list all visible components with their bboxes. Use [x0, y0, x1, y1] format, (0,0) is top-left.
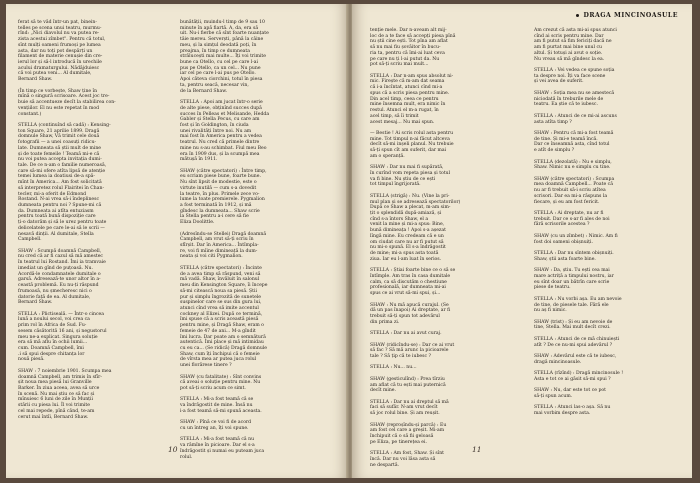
right-page-column-1: tenție mele. Dar n-aveam alt mij- loc de a te face să accepți piesa pînă nu știi cine ești. Tot pîna am aflat să nu mai fiu șovăitor în bucu- ria ta, pentru că îmi-ai luat ceva pe care nu ți l-ai putut da. Nu pot să-ți scriu mai mult... STELLA : Dar n-am spus absolut ni- mic. Firește că m-am dat seama că i-a încîntat, atunci cînd mi-a spus că a scris piesa pentru mine. Din acel timp, ceea ce pentru mine însemna mult, era nimic în restul. Atunci el m-a rugat, în acel timp, să îi trimit acest mesaj... Nu mai spun. — Bestie ! Ai scris rolul asta pentru mine. Tot timpul n-ai făcut altceva decît să-mi inșeli planul. Nu trebuie să-ți spun cît am suferit, dar mai am o speranță. SHAW : Dar nu mai fi supărată, în curînd vom repeta piesa și totul va fi bine. Nu știu de ce ești tot timpul îngrijorată. STELLA (strigă) : Nu. (Vine la pri- mul plan și se adresează spectatorilor) După ce Shaw a plecat, m-am sim- țit o splendidă după-amiază, și cînd s-a întors Shaw, el a venit la mine și mi-a spus: Bine, bună dimineața ! Apoi s-a așezat lîngă mine. Eu credeam că e un om ciudat care nu ar fi putut să nu mi-o spună. El s-a îndrăgostit de mine; mi-a spus asta toată ziua. Iar eu l-am luat în serios. STELLA : Știai foarte bine ce o să se întîmple. Am tras în casa dumitale calm, ca să discutăm o chestiune profesională, iar dumneata mi-ai spus ce ai vrut să-mi spui, și... SHAW : Nu mă apucă curajul. (Se dă un pas înapoi) Ai dreptate, ar fi trebuit să-ți spun tot adevărul din prima zi. STELLA : Dar nu ai avut curaj. SHAW (ridicîndu-se) : Dar ce ai vrut să fac ? Să mă arunc la picioarele tale ? Să țip că te iubesc ? STELLA : Nu... nu... SHAW (gesticulînd) : Prea tîrziu am aflat că tu ești mai puternică decît mine. STELLA : Dar nu ai dreptul să mă faci să sufăr. N-am vrut decît să joc rolul bine. Și am reușit. SHAW (reproșîndu-și parcă) : Eu am fost cel care a greșit. Mi-am închipuit că o să fii geloasă pe Eliza, pe tinerețea ei. STELLA : Am fost, Shaw. Și sînt încă. Dar nu voi lăsa asta să ne despartă.	[370, 28, 461, 468]
bullet-icon	[576, 14, 579, 17]
right-page-column-2: Am crezut că asta mi-ai spus atunci cînd ai scris pentru mine. Dar am fi putut să fim fericiți dacă ne am fi purtat mai bine unul cu altul. Și totuși ai avut o soție. Nu vreau să mă gîndesc la ea. STELLA : Vei vedea ce spune soția ta despre noi. Îți va face scene și vei avea de suferit. SHAW : Soția mea nu se amestecă niciodată în treburile mele de teatru. Ea știe că te iubesc. STELLA : Atunci de ce mi-ai ascuns asta atîta timp ? SHAW : Pentru că mi-a fost teamă de tine. Și mi-e teamă încă. Dar ce înseamnă asta, cînd totul e atît de simplu ? STELLA (dezolată) : Nu e simplu, Shaw. Nimic nu e simplu cu tine. SHAW (către spectatori) : Scumpa mea doamnă Campbell... Poate că nu ar fi trebuit să-i scriu atîtea scrisori. Dar ea mi-a răspuns la fiecare, și eu am fost fericit. STELLA : Ai dreptate, nu ar fi trebuit. Dar ce s-ar fi ales de noi fără scrisorile acestea ? SHAW (cu un zîmbet) : Nimic. Am fi fost doi oameni obișnuiți. STELLA : Dar nu sîntem obișnuiți. Shaw, știi asta foarte bine. SHAW : Da, știu. Tu ești cea mai mare actriță a timpului nostru, iar eu sînt doar un bătrîn care scrie piese de teatru. STELLA : Nu vorbi așa. Eu am nevoie de tine, de piesele tale. Fără ele nu aș fi nimic. SHAW (trist) : Și eu am nevoie de tine, Stella. Mai mult decît crezi. STELLA : Atunci de ce mă chinuiești atît ? De ce nu-mi spui adevărul ? SHAW : Adevărul este că te iubesc, dragă mincinoasule. STELLA (rîzînd) : Dragă mincinosule ! Asta e tot ce ai găsit să-mi spui ? SHAW : Nu, dar este tot ce pot să-ți spun acum. STELLA : Atunci las-o așa. Să nu mai vorbim despre asta.	[534, 28, 624, 417]
right-page	[352, 4, 692, 478]
left-page	[6, 4, 348, 478]
left-page-column-2: bunătății, muindu-l timp de 9 sau 10 minute în apă fiartă. A, da, era să uit. Nu-i fierbe că sînt foarte nuanțate tăie mereu. Serverști, până la câine meu, și la simțul deodată poți, în preajma, în timp ce dumneata strălucești mai multe... Îți voi trimite bune ca Otello, cu cel pe care l-ai pus pe Otello, ca un cel... Nu pune iar cel pe care l-ai pus pe Otello. Apoi câteva ciorchini, totul în piesa ta, pentru seacă, necesar vin, de la Bernard Shaw. STELLA : Apoi am jucat într-o serie de alte piese, obținînd succes după succes în Pelleas et Melisande, Hedda Gabler și Stella Pecus, cu care am fost și în Goldington, în ciuda unei rivalități între noi. Nu am mai fost în America pentru a vedea teatrul. Nu cred că primele dintre mine nu s-au schimbat. Fiul meu Beo era în 1909 dus, și la scumpă mea mătușă în 1911. SHAW (către spectatori) : Între timp, eu scriam piese bune, foarte bune. Nu sînt lipsit de modestie, este o virtute inutilă — cum s-a dovedit la teatre, în plus. Primele zece vo- lume la toate premierele. Pygmalion a fost terminată în 1912, și mă gîndesc la dumneata... Shaw scrie la Stella pentru a-i cere să fie Eliza Doolittle. (Adresîndu-se Stellei) Dragă doamnă Campbell, am vrut să-ți scriu în sfîrșit. Dar în America... Întîmpla- re, voi fi mîine dimineață la dum- neata și voi citi Pygmalion. STELLA (către spectatori) : Încinte de a avea timp să răspund, veni să mă vadă. Shaw, învăluit în salonul meu din Kensington Square, îi începe să-mi citească noua sa piesă. Știi pur și simplu îngrozită de sunetele suspinelor care se sus din gura lui, atunci cînd vrea să imite accentul cockney al Elizei. După ce termină, îmi spuse că a scris această piesă pentru mine, și Dragă Shaw, eram o femeie de 47 de ani... M-a gîndit îmi lucra. Dar poate am o semnătură autentică. Îmi place și mă intimidau cu eu ca... (Se ridică) Dragă domnule Shaw, cum îți închipui că o femeie de vîrsta mea ar putea juca rolul unei florărese tinere ? SHAW (cu fatalitate) : Sînt convins că aveai o soluție pentru mine. Nu pot să-ți scriu acum ce simt. STELLA : Mi-a fost teamă că se va îndrăgostit de mine. Însă nu i-a fost teamă să-mi spună aceasta. SHAW : Pînă ce voi fi de acord cu un întreg an, îți voi spune. STELLA : Mi-a fost teamă că nu va rămîne în picioare. Dar el s-a îndrăgostit și numai eu puteam juca rolul.	[180, 20, 270, 460]
running-header-title: DRAGA MINCINOASULE	[583, 12, 678, 19]
left-page-number: 10	[168, 445, 178, 454]
running-header	[576, 12, 678, 19]
left-page-column-1: ferat să te văd într-un pat, binein- telles pe scena unui teatru, murmu- rînd: „Nici diavolul nu va putea re- zista acestui zîmbet". Pentru că totul, sînt mulți oameni frumoși pe lumea asta, dar nu toți pot despărți un filament de materie cenușie din cre- ierul lor și să-l introducă în urechile acului dramaturgului. Nădăjduiesc că voi putea veni... Al dumitale, Bernard Shaw. (În timp ce vorbește, Shaw ține în mînă o singură scrisoare. Acest joc tre- buie să accentueze decît la stabilirea con- vențiilor. El nu este repetat în mod constant.) STELLA (continuînd să cadă) : Kensing- ton Square, 21 aprilie 1899. Dragă domnule Shaw, Vă trimit cele două fotografii — a unei coasuți ridicu- late. Dumneata să știi mult de mine și de toate femeile ! Teamă mi-e că nu voi putea accepta invitația dumi- tale. De ce n-am o familie numeroasă, care să-mi ofere atîta lipsă de atenție temei lumea ia doatiusi de-a spă- mînt în America... Am fost solicitată să interpretez rolul Flairitei în Chan- tecler, mi-a oferit de Edmond Rostand. N-ai vrea să-i îndeplinesc dumneata pentru noi ? Spune-mi că da. Dumneata ai atîta entuziasm pentru toată bună dispoziție care ți-o datorăm și să le urez pentru toate delicelatele pe care le-ai să le scrii — nesavă dinții. Al dumitale, Stella Campbell. SHAW : Scumpă doamnă Campbell, nu cred că ar fi cazul să mă amestec în teatrul lui Rostand. Îmi ia tramvaie imediat un gînd de puțoasă. Nu. Acordă-le condamnatele dumitale o garsă. Adresează-te unor altor în a- ceastă problemă. Eu nu-ți răspund frumoasă, nu șmecheresc nici o datorie față de ea. Al dumitale, Bernard Shaw. STELLA : Plictiseală. — Într-o cincea lună a noului secol, voi crea ca prim rol în Africa de Sud. Fu- sesem căsătorită 16 ani, și negustorul meu ne-a explicat. Singura soluție era să mă aflu în ochii lumii... cum. Doamnă Campbell, îmi .i să spui despre chitanța lor nouă piesă. SHAW : 7 noiembrie 1901. Scumpa mea doamnă Campbell, am trimis în sfîr- șit noua mea piesă lui Granville Barker. În ziua aceea, avea să urce în scenă. Nu mai știu ce să fac și mînuiesc 6 luni de zile în Munții stării cu piesa lui. Îl voi trimite cel mai repede, pînă când, te-am cerut mai întîi, Bernard Shaw.	[18, 20, 116, 420]
right-page-number: 11	[472, 445, 482, 454]
